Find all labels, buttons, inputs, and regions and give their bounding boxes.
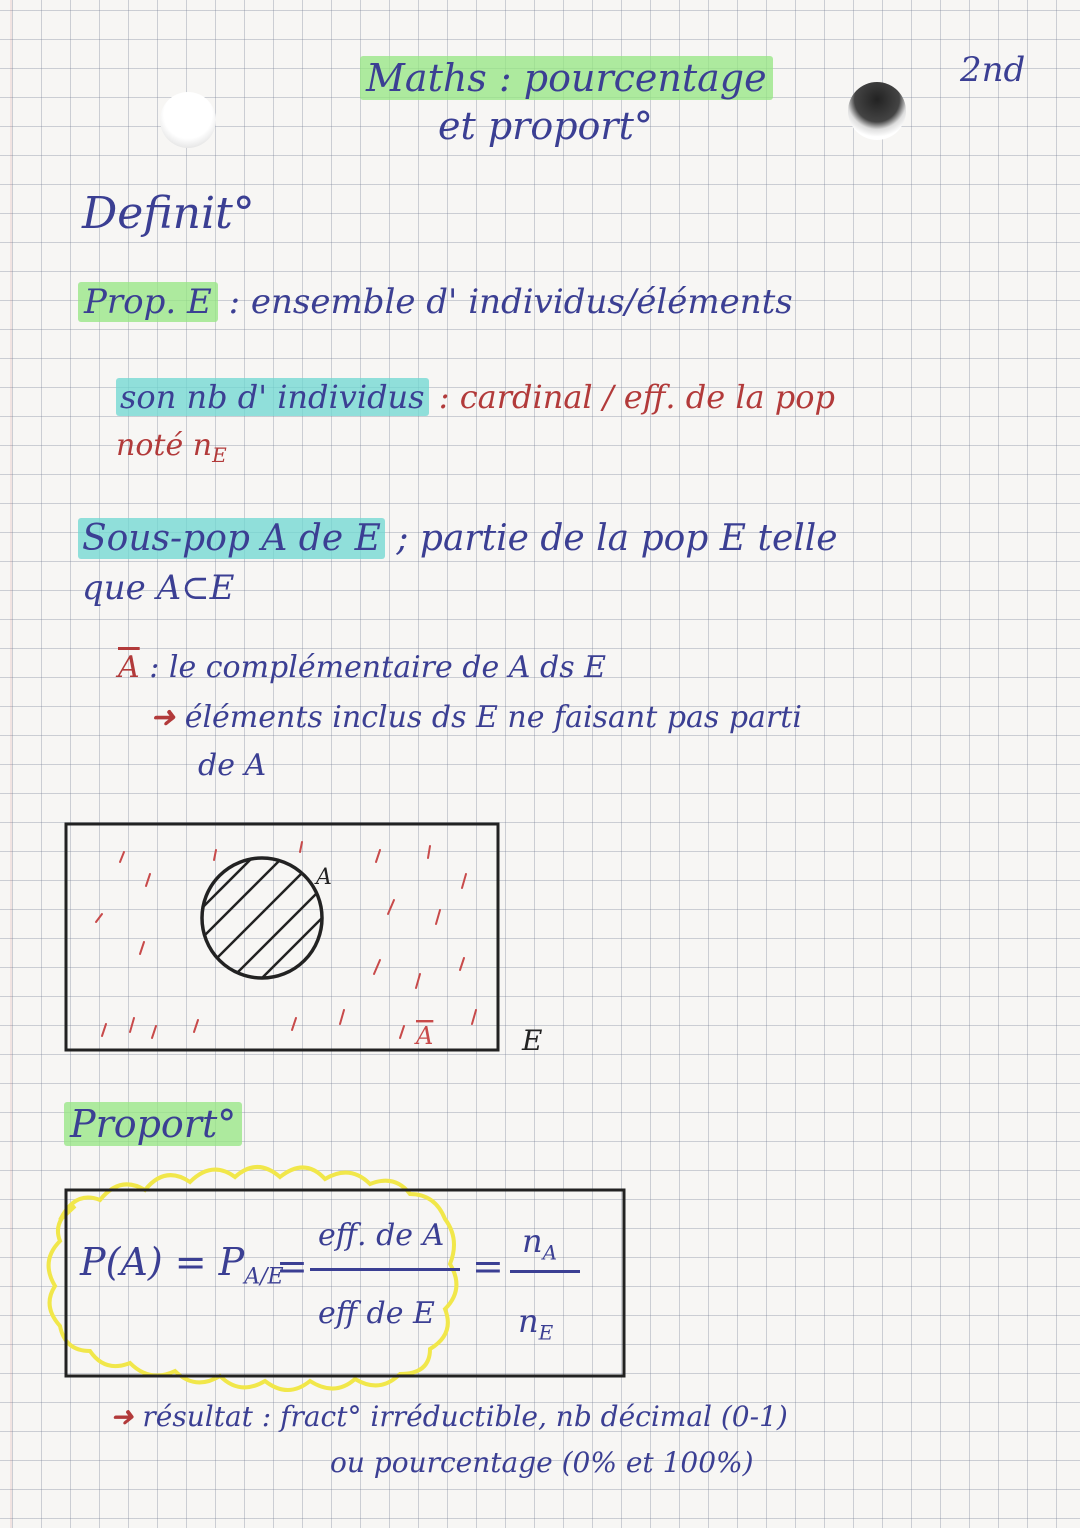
noted-line — [116, 428, 227, 467]
count-term: son nb d' individus — [116, 378, 429, 416]
complement-arrow-text: éléments inclus ds E ne faisant pas parti — [184, 700, 802, 735]
fraction-1-numerator: eff. de A — [318, 1218, 445, 1253]
complement-hatching — [96, 842, 476, 1038]
result-line — [110, 1400, 788, 1433]
page-title-line1 — [360, 56, 773, 100]
complement-symbol: $\overline{A}$ — [118, 650, 140, 685]
arrow-icon: ➜ — [110, 1400, 134, 1433]
level-label: 2nd — [960, 50, 1026, 90]
fraction-2-bar — [510, 1270, 580, 1273]
population-term: Prop. E — [78, 282, 218, 322]
fraction-2-num-text: n — [522, 1222, 543, 1260]
subset-a-circle — [202, 858, 322, 978]
arrow-icon: ➜ — [150, 700, 176, 735]
subpopulation-line — [78, 518, 838, 559]
set-e-label: E — [522, 1024, 543, 1057]
formula-equals-2: = — [472, 1244, 504, 1288]
complement-label: A — [416, 1022, 434, 1050]
noted-subscript: E — [212, 443, 227, 467]
page-title-text: Maths : pourcentage — [360, 56, 773, 100]
complement-arrow-line2: de A — [198, 748, 267, 783]
formula-lhs-subscript: A/E — [244, 1264, 284, 1290]
venn-diagram — [40, 810, 600, 1070]
page-margin — [10, 0, 12, 1528]
definition-heading: Definit° — [82, 188, 255, 239]
result-line2: ou pourcentage (0% et 100%) — [330, 1446, 754, 1479]
count-term-text — [116, 378, 429, 416]
count-line — [116, 378, 835, 416]
fraction-2-denominator — [518, 1302, 553, 1344]
population-definition: : ensemble d' individus/éléments — [228, 282, 793, 322]
complement-arrow-line — [150, 700, 802, 735]
proportion-heading-text: Proport° — [64, 1102, 242, 1146]
population-line — [78, 282, 793, 322]
formula-equals-1: = — [276, 1244, 308, 1288]
page-title-line2: et proport° — [438, 104, 653, 148]
complement-definition: : le complémentaire de A ds E — [149, 650, 607, 685]
subpopulation-term: Sous-pop A de E — [78, 518, 385, 559]
noted-text: noté n — [116, 428, 213, 463]
binder-hole-right — [848, 82, 906, 140]
fraction-2-den-text: n — [518, 1302, 539, 1340]
fraction-1-denominator: eff de E — [318, 1296, 435, 1331]
fraction-2-numerator — [522, 1222, 557, 1264]
subset-a-label: A — [316, 865, 332, 890]
fraction-2-den-subscript: E — [538, 1320, 554, 1345]
formula-lhs — [80, 1240, 284, 1290]
complement-line — [118, 650, 606, 685]
set-e-rectangle — [66, 824, 498, 1050]
fraction-2-num-subscript: A — [542, 1240, 558, 1265]
proportion-heading — [64, 1102, 242, 1146]
count-definition: : cardinal / eff. de la pop — [438, 378, 836, 416]
subpopulation-definition: ; partie de la pop E telle — [396, 518, 838, 559]
subpopulation-line2: que A⊂E — [82, 568, 235, 608]
binder-hole-left — [160, 92, 216, 148]
fraction-1-bar — [310, 1268, 460, 1271]
formula-lhs-text: P(A) = P — [80, 1240, 245, 1284]
result-text: résultat : fract° irréductible, nb décimal (0-1) — [142, 1400, 788, 1433]
